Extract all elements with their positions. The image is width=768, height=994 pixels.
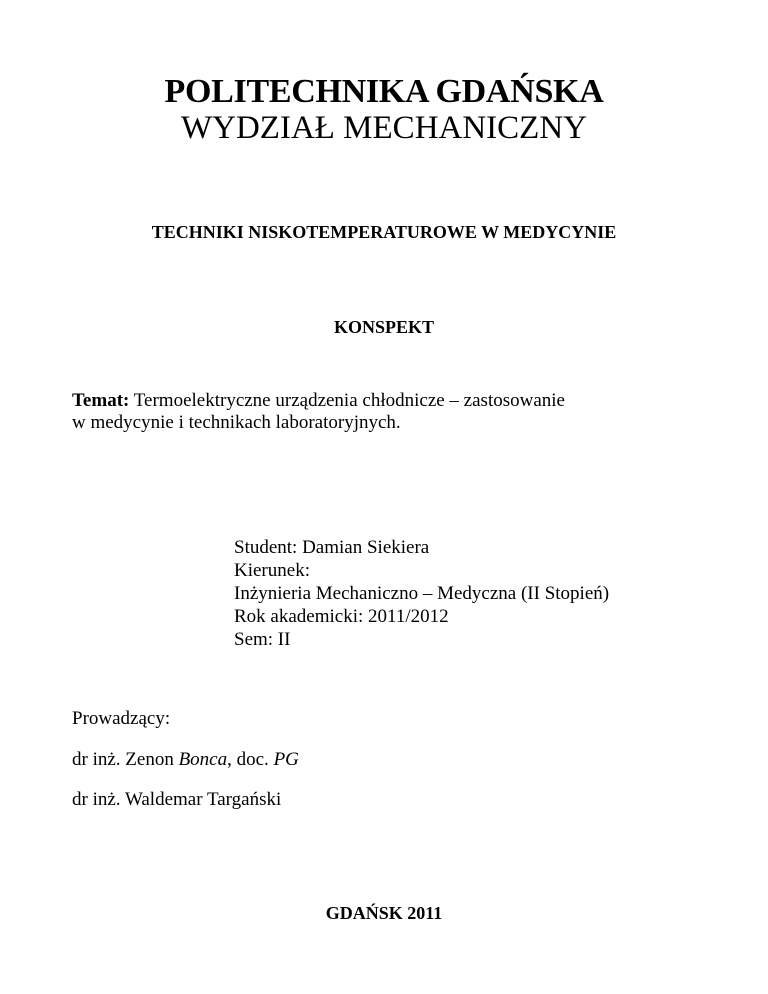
academic-year: Rok akademicki: 2011/2012: [234, 606, 449, 627]
field-label: Kierunek:: [234, 560, 310, 581]
university-name: POLITECHNIKA GDAŃSKA: [164, 73, 604, 110]
course-title: TECHNIKI NISKOTEMPERATUROWE W MEDYCYNIE: [151, 222, 617, 242]
supervisor-1: [72, 749, 299, 771]
supervisor-1-suffix: PG: [273, 749, 299, 770]
place-and-year: GDAŃSK 2011: [325, 903, 443, 923]
document-type: KONSPEKT: [333, 317, 435, 337]
supervisor-2: dr inż. Waldemar Targański: [72, 789, 282, 810]
topic-text-1: Termoelektryczne urządzenia chłodnicze – zastosowanie: [129, 390, 565, 411]
supervisors-label: Prowadzący:: [72, 708, 171, 729]
supervisor-1-title: dr inż. Zenon: [72, 749, 179, 770]
field-value: Inżynieria Mechaniczno – Medyczna (II Stopień): [234, 583, 610, 604]
topic-line-1: [72, 390, 712, 412]
topic-label: Temat:: [72, 390, 130, 411]
faculty-name: WYDZIAŁ MECHANICZNY: [180, 110, 588, 146]
supervisor-1-surname: Bonca: [178, 749, 228, 770]
semester: Sem: II: [234, 629, 291, 650]
student-info: [234, 536, 609, 651]
topic-text-2: w medycynie i technikach laboratoryjnych.: [72, 412, 401, 433]
supervisor-1-sep: , doc.: [227, 749, 274, 770]
topic-section: [72, 390, 712, 434]
student-name: Student: Damian Siekiera: [234, 537, 430, 558]
